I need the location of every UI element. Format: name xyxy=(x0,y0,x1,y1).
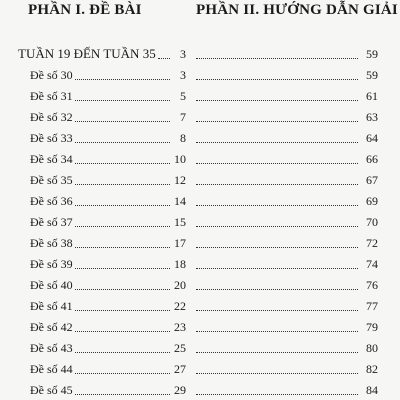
toc-page-number: 64 xyxy=(366,131,378,145)
toc-page-number: 74 xyxy=(366,257,378,271)
part1-heading: PHẦN I. ĐỀ BÀI xyxy=(28,2,142,18)
toc-page-number: 12 xyxy=(174,173,186,187)
toc-page-number: 23 xyxy=(174,320,186,334)
toc-solution-row xyxy=(196,229,378,250)
toc-entry-label: Đề số 39 xyxy=(30,257,73,271)
dot-leader xyxy=(196,256,358,269)
toc-entry-label: Đề số 36 xyxy=(30,194,73,208)
dot-leader xyxy=(75,298,170,311)
toc-entry-label: Đề số 40 xyxy=(30,278,73,292)
toc-page-number: 7 xyxy=(180,110,186,124)
toc-solution-row xyxy=(196,40,378,61)
toc-page-number: 61 xyxy=(366,89,378,103)
toc-page-number: 5 xyxy=(180,89,186,103)
toc-solution-row xyxy=(196,313,378,334)
toc-entry-label: Đề số 35 xyxy=(30,173,73,187)
toc-page-number: 25 xyxy=(174,341,186,355)
toc-entry-row xyxy=(18,82,186,103)
toc-page-number: 8 xyxy=(180,131,186,145)
toc-entry-row xyxy=(18,145,186,166)
toc-page-number: 3 xyxy=(180,47,186,61)
toc-solution-row xyxy=(196,187,378,208)
toc-entry-label: Đề số 45 xyxy=(30,383,73,397)
dot-leader xyxy=(196,46,358,59)
dot-leader xyxy=(75,172,170,185)
toc-section-row xyxy=(18,40,186,61)
toc-entry-label: Đề số 34 xyxy=(30,152,73,166)
toc-entry-row xyxy=(18,313,186,334)
dot-leader xyxy=(75,235,170,248)
toc-solution-row xyxy=(196,271,378,292)
toc-solution-row xyxy=(196,145,378,166)
dot-leader xyxy=(196,361,358,374)
toc-entry-label: Đề số 31 xyxy=(30,89,73,103)
toc-solution-row xyxy=(196,250,378,271)
toc-solution-row xyxy=(196,355,378,376)
toc-entry-row xyxy=(18,292,186,313)
toc-entry-row xyxy=(18,376,186,397)
dot-leader xyxy=(196,277,358,290)
toc-page-number: 66 xyxy=(366,152,378,166)
dot-leader xyxy=(196,319,358,332)
part2-heading: PHẦN II. HƯỚNG DẪN GIẢI xyxy=(196,2,398,18)
toc-solution-row xyxy=(196,166,378,187)
toc-page-number: 22 xyxy=(174,299,186,313)
toc-page-number: 79 xyxy=(366,320,378,334)
toc-solution-row xyxy=(196,208,378,229)
toc-entry-label: Đề số 32 xyxy=(30,110,73,124)
toc-page-number: 67 xyxy=(366,173,378,187)
part1-toc-list xyxy=(18,40,186,397)
toc-entry-row xyxy=(18,187,186,208)
toc-page-number: 82 xyxy=(366,362,378,376)
dot-leader xyxy=(75,151,170,164)
toc-page-number: 84 xyxy=(366,383,378,397)
dot-leader xyxy=(196,130,358,143)
toc-entry-row xyxy=(18,103,186,124)
toc-entry-label: Đề số 37 xyxy=(30,215,73,229)
toc-entry-label: Đề số 38 xyxy=(30,236,73,250)
dot-leader xyxy=(196,88,358,101)
part2-toc-list xyxy=(196,40,378,397)
dot-leader xyxy=(75,130,170,143)
dot-leader xyxy=(75,67,170,80)
toc-entry-row xyxy=(18,355,186,376)
toc-page-number: 72 xyxy=(366,236,378,250)
toc-page-number: 15 xyxy=(174,215,186,229)
toc-entry-label: Đề số 33 xyxy=(30,131,73,145)
toc-solution-row xyxy=(196,334,378,355)
toc-page-number: 27 xyxy=(174,362,186,376)
toc-entry-label: Đề số 44 xyxy=(30,362,73,376)
toc-page-number: 69 xyxy=(366,194,378,208)
toc-entry-row xyxy=(18,229,186,250)
toc-solution-row xyxy=(196,61,378,82)
toc-page-number: 3 xyxy=(180,68,186,82)
dot-leader xyxy=(75,88,170,101)
toc-page-number: 59 xyxy=(366,47,378,61)
toc-solution-row xyxy=(196,124,378,145)
dot-leader xyxy=(196,109,358,122)
toc-page-number: 76 xyxy=(366,278,378,292)
toc-page-number: 20 xyxy=(174,278,186,292)
toc-solution-row xyxy=(196,376,378,397)
toc-entry-label: Đề số 42 xyxy=(30,320,73,334)
toc-solution-row xyxy=(196,103,378,124)
toc-page-number: 63 xyxy=(366,110,378,124)
toc-page-number: 77 xyxy=(366,299,378,313)
dot-leader xyxy=(75,277,170,290)
toc-page-number: 18 xyxy=(174,257,186,271)
toc-entry-row xyxy=(18,166,186,187)
toc-page-number: 14 xyxy=(174,194,186,208)
toc-page-number: 10 xyxy=(174,152,186,166)
toc-page-number: 29 xyxy=(174,383,186,397)
dot-leader xyxy=(196,214,358,227)
toc-entry-row xyxy=(18,124,186,145)
dot-leader xyxy=(196,151,358,164)
toc-entry-label: Đề số 41 xyxy=(30,299,73,313)
toc-entry-label: Đề số 30 xyxy=(30,68,73,82)
dot-leader xyxy=(75,256,170,269)
dot-leader xyxy=(75,361,170,374)
toc-solution-row xyxy=(196,82,378,103)
dot-leader xyxy=(75,109,170,122)
dot-leader xyxy=(196,235,358,248)
dot-leader xyxy=(196,340,358,353)
toc-entry-label: Đề số 43 xyxy=(30,341,73,355)
toc-entry-row xyxy=(18,61,186,82)
dot-leader xyxy=(196,172,358,185)
dot-leader xyxy=(75,382,170,395)
toc-page-number: 59 xyxy=(366,68,378,82)
toc-page-number: 17 xyxy=(174,236,186,250)
dot-leader xyxy=(196,67,358,80)
dot-leader xyxy=(75,214,170,227)
toc-entry-label: TUẦN 19 ĐẾN TUẦN 35 xyxy=(18,46,156,61)
dot-leader xyxy=(75,193,170,206)
dot-leader xyxy=(196,382,358,395)
toc-page-number: 80 xyxy=(366,341,378,355)
dot-leader xyxy=(196,193,358,206)
toc-entry-row xyxy=(18,334,186,355)
toc-page-number: 70 xyxy=(366,215,378,229)
toc-entry-row xyxy=(18,271,186,292)
toc-solution-row xyxy=(196,292,378,313)
dot-leader xyxy=(158,46,170,59)
dot-leader xyxy=(75,319,170,332)
dot-leader xyxy=(75,340,170,353)
toc-entry-row xyxy=(18,208,186,229)
dot-leader xyxy=(196,298,358,311)
toc-entry-row xyxy=(18,250,186,271)
